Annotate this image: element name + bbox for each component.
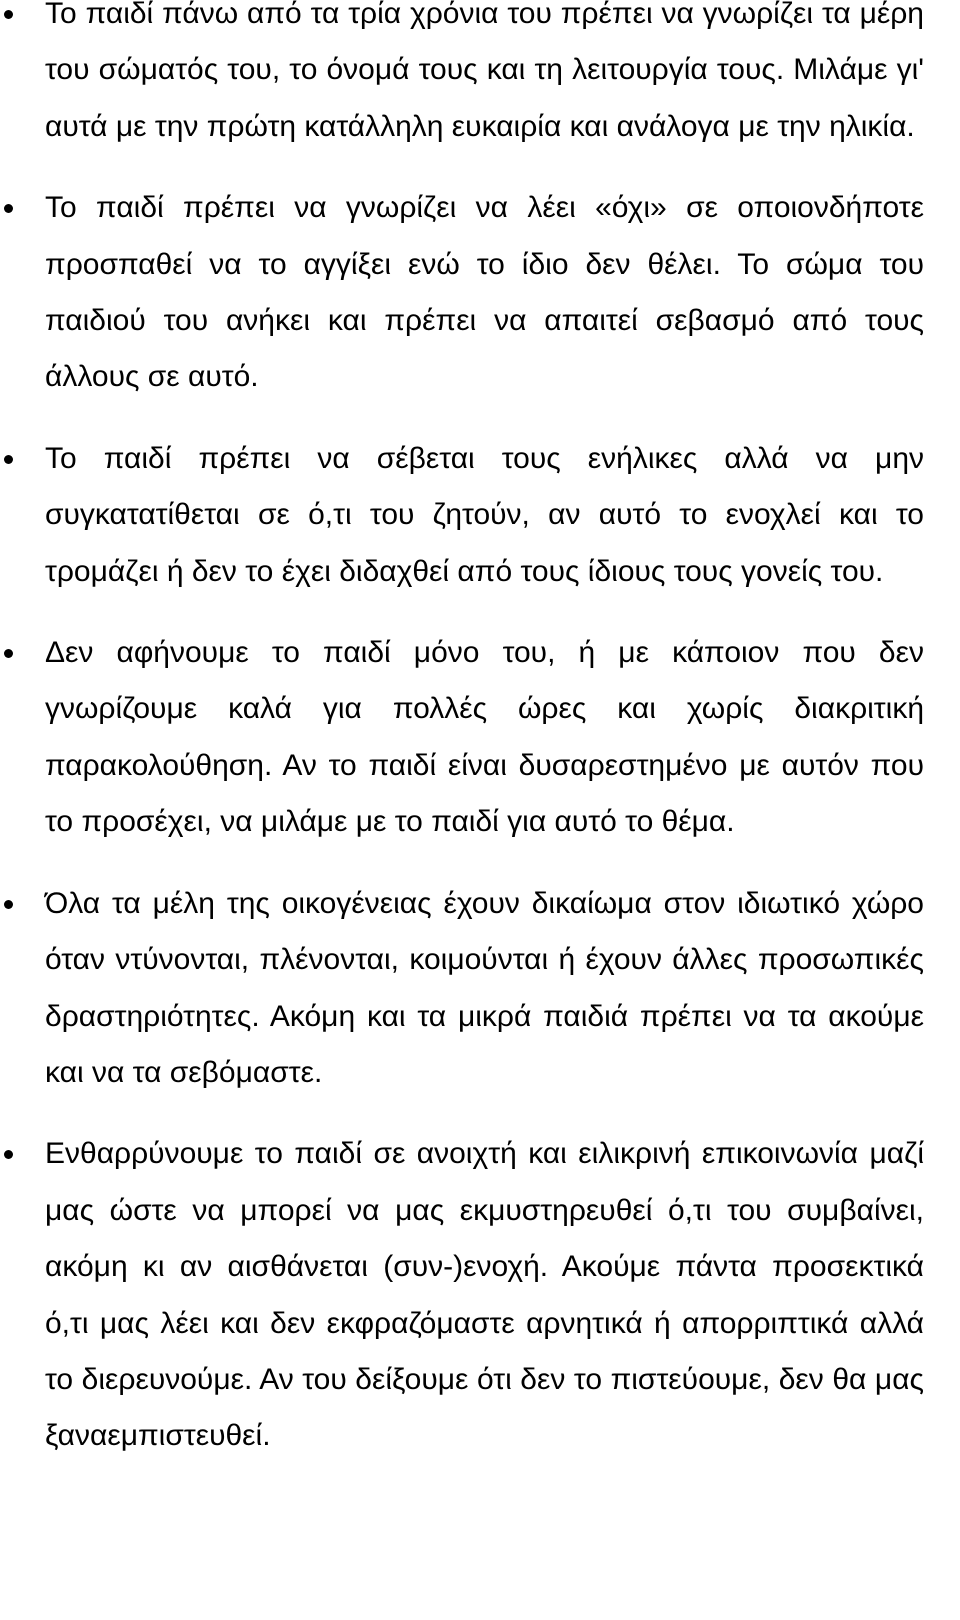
bullet-icon [4,649,13,658]
paragraph-text: Το παιδί πρέπει να σέβεται τους ενήλικες αλλά να μην συγκατατίθεται σε ό,τι του ζητούν, αν αυτό το ενοχλεί και το τρομάζει ή δεν το έχει διδαχθεί από τους ίδιους τους γονείς του. [45,441,924,588]
list-item [0,180,924,406]
bullet-icon [4,1150,13,1159]
bullet-icon [4,900,13,909]
paragraph-text: Όλα τα μέλη της οικογένειας έχουν δικαίωμα στον ιδιωτικό χώρο όταν ντύνονται, πλένονται, κοιμούνται ή έχουν άλλες προσωπικές δραστηριότητες. Ακόμη και τα μικρά παιδιά πρέπει να τα ακούμε και να τα σεβόμαστε. [45,886,924,1089]
list-item [0,431,924,600]
list-item [0,625,924,851]
list-item [0,876,924,1102]
paragraph-text: Ενθαρρύνουμε το παιδί σε ανοιχτή και ειλικρινή επικοινωνία μαζί μας ώστε να μπορεί να μας εκμυστηρευθεί ό,τι του συμβαίνει, ακόμη κι αν αισθάνεται (συν-)ενοχή. Ακούμε πάντα προσεκτικά ό,τι μας λέει και δεν εκφραζόμαστε αρνητικά ή απορριπτικά αλλά το διερευνούμε. Αν του δείξουμε ότι δεν το πιστεύουμε, δεν θα μας ξαναεμπιστευθεί. [45,1137,924,1453]
bullet-icon [4,10,13,19]
paragraph-text: Το παιδί πρέπει να γνωρίζει να λέει «όχι» σε οποιονδήποτε προσπαθεί να το αγγίξει ενώ το ίδιο δεν θέλει. Το σώμα του παιδιού του ανήκει και πρέπει να απαιτεί σεβασμό από τους άλλους σε αυτό. [45,191,924,394]
list-item [0,0,924,155]
bullet-icon [4,455,13,464]
paragraph-text: Το παιδί πάνω από τα τρία χρόνια του πρέπει να γνωρίζει τα μέρη του σώματός του, το όνομά τους και τη λειτουργία τους. Μιλάμε γι' αυτά με την πρώτη κατάλληλη ευκαιρία και ανάλογα με την ηλικία. [45,0,924,143]
bullet-icon [4,204,13,213]
list-item [0,1126,924,1464]
paragraph-text: Δεν αφήνουμε το παιδί μόνο του, ή με κάποιον που δεν γνωρίζουμε καλά για πολλές ώρες και χωρίς διακριτική παρακολούθηση. Αν το παιδί είναι δυσαρεστημένο με αυτόν που το προσέχει, να μιλάμε με το παιδί για αυτό το θέμα. [45,636,924,839]
